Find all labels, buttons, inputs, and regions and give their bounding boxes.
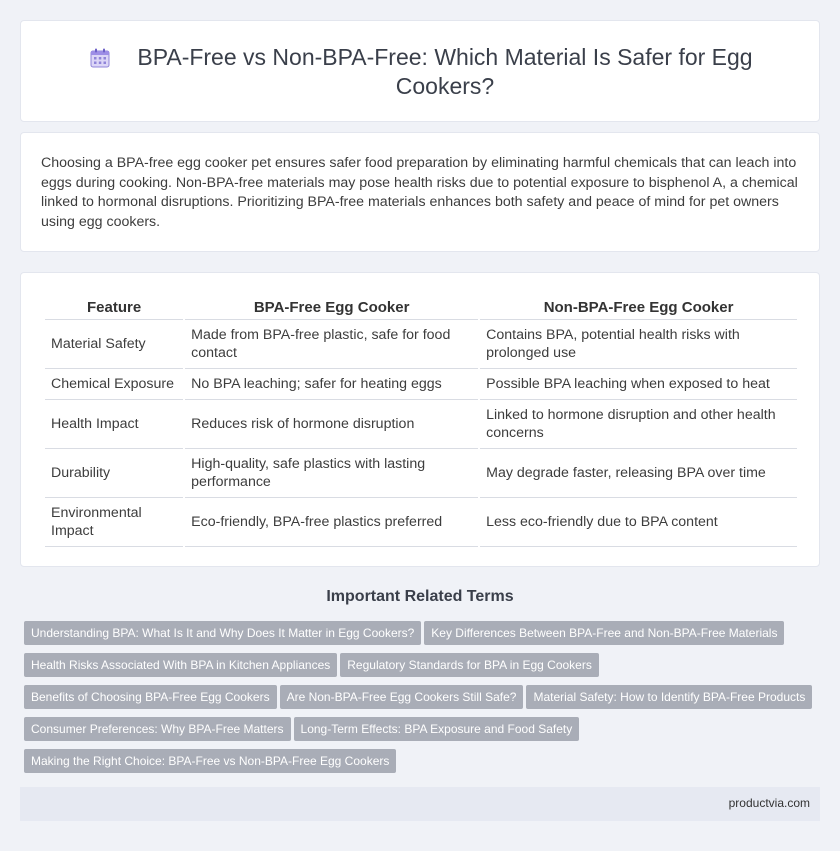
table-cell: Less eco-friendly due to BPA content [480, 498, 797, 547]
table-cell: Linked to hormone disruption and other health concerns [480, 400, 797, 449]
related-terms-list [24, 621, 824, 781]
related-term-tag[interactable]: Material Safety: How to Identify BPA-Free Products [526, 685, 812, 709]
comparison-table [43, 295, 799, 547]
table-row [45, 320, 797, 369]
related-terms-heading: Important Related Terms [326, 588, 514, 605]
page-title: BPA-Free vs Non-BPA-Free: Which Material Is Safer for Egg Cookers? [137, 44, 753, 99]
related-term-tag[interactable]: Regulatory Standards for BPA in Egg Cookers [340, 653, 599, 677]
table-cell: Durability [45, 449, 183, 498]
table-cell: Material Safety [45, 320, 183, 369]
header-non-bpa-free: Non-BPA-Free Egg Cooker [480, 295, 797, 320]
comparison-card [20, 272, 820, 567]
table-row [45, 369, 797, 400]
table-cell: Made from BPA-free plastic, safe for food contact [185, 320, 478, 369]
table-cell: Reduces risk of hormone disruption [185, 400, 478, 449]
table-cell: Contains BPA, potential health risks with prolonged use [480, 320, 797, 369]
related-term-tag[interactable]: Long-Term Effects: BPA Exposure and Food Safety [294, 717, 580, 741]
table-row [45, 498, 797, 547]
related-term-tag[interactable]: Key Differences Between BPA-Free and Non-BPA-Free Materials [424, 621, 784, 645]
related-term-tag[interactable]: Understanding BPA: What Is It and Why Does It Matter in Egg Cookers? [24, 621, 421, 645]
related-term-tag[interactable]: Making the Right Choice: BPA-Free vs Non-BPA-Free Egg Cookers [24, 749, 396, 773]
related-term-tag[interactable]: Benefits of Choosing BPA-Free Egg Cookers [24, 685, 277, 709]
related-term-tag[interactable]: Consumer Preferences: Why BPA-Free Matters [24, 717, 291, 741]
footer-site-link[interactable]: productvia.com [728, 796, 810, 810]
table-cell: Possible BPA leaching when exposed to heat [480, 369, 797, 400]
table-cell: High-quality, safe plastics with lasting performance [185, 449, 478, 498]
footer [20, 787, 820, 821]
intro-paragraph: Choosing a BPA-free egg cooker pet ensures safer food preparation by eliminating harmful chemicals that can leach into eggs during cooking. Non-BPA-free materials may pose health risks due to potential exposure to bisphenol A, a chemical linked to hormonal disruptions. Prioritizing BPA-free materials enhances both safety and peace of mind for pet owners using egg cookers. [41, 155, 798, 230]
table-cell: Environmental Impact [45, 498, 183, 547]
table-cell: No BPA leaching; safer for heating eggs [185, 369, 478, 400]
table-row [45, 400, 797, 449]
table-cell: Chemical Exposure [45, 369, 183, 400]
header-feature: Feature [45, 295, 183, 320]
table-cell: May degrade faster, releasing BPA over time [480, 449, 797, 498]
table-row [45, 449, 797, 498]
intro-card [20, 132, 820, 252]
table-cell: Eco-friendly, BPA-free plastics preferred [185, 498, 478, 547]
table-cell: Health Impact [45, 400, 183, 449]
header-bpa-free: BPA-Free Egg Cooker [185, 295, 478, 320]
related-term-tag[interactable]: Health Risks Associated With BPA in Kitchen Appliances [24, 653, 337, 677]
table-header-row [45, 295, 797, 320]
related-term-tag[interactable]: Are Non-BPA-Free Egg Cookers Still Safe? [280, 685, 524, 709]
title-card [20, 20, 820, 122]
